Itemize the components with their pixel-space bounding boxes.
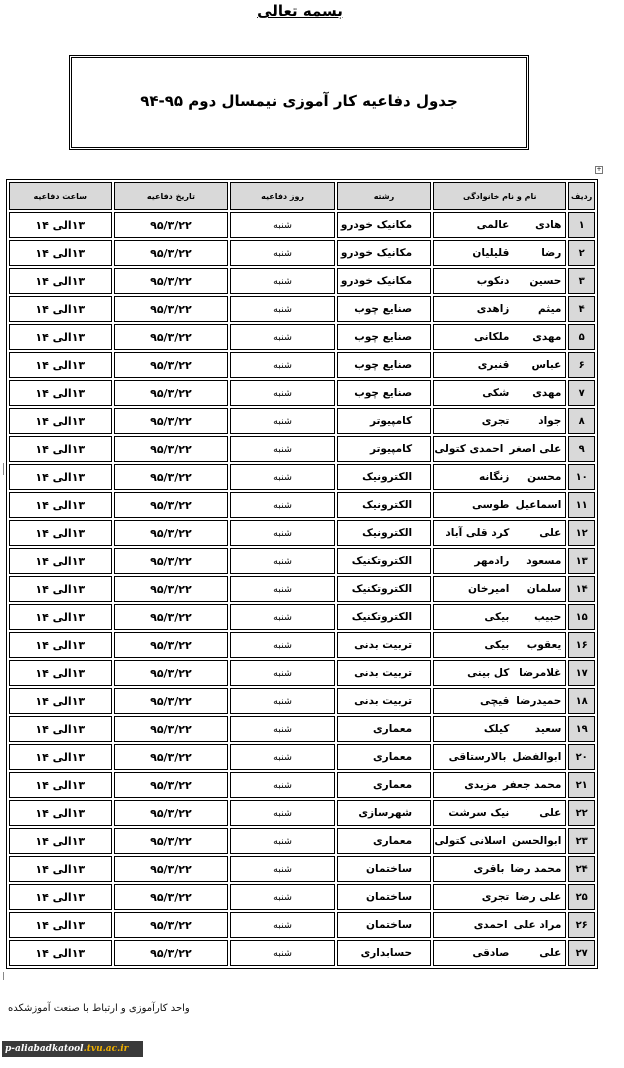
last-name: کل بینی xyxy=(467,667,510,679)
defense-date: ۹۵/۳/۲۲ xyxy=(114,492,229,518)
field-of-study: الکترونیک xyxy=(337,520,431,546)
defense-day: شنبه xyxy=(230,940,335,966)
last-name: مزیدی xyxy=(464,779,497,791)
last-name: نیک سرشت xyxy=(448,807,510,819)
defense-date: ۹۵/۳/۲۲ xyxy=(114,380,229,406)
defense-time: ۱۳الی ۱۴ xyxy=(9,352,112,378)
row-number: ۲۲ xyxy=(568,800,595,826)
student-name xyxy=(433,856,566,882)
student-name xyxy=(433,576,566,602)
student-name xyxy=(433,632,566,658)
defense-time: ۱۳الی ۱۴ xyxy=(9,296,112,322)
last-name: صادقی xyxy=(472,947,510,959)
first-name: محمد رضا xyxy=(510,863,562,875)
field-of-study: تربیت بدنی xyxy=(337,688,431,714)
last-name: احمدی xyxy=(473,919,508,931)
student-name xyxy=(433,828,566,854)
defense-day: شنبه xyxy=(230,436,335,462)
defense-time: ۱۳الی ۱۴ xyxy=(9,744,112,770)
first-name: جواد xyxy=(538,415,562,427)
first-name: سعید xyxy=(534,723,562,735)
row-number: ۱۵ xyxy=(568,604,595,630)
student-name xyxy=(433,436,566,462)
last-name: بیکی xyxy=(484,611,510,623)
defense-time: ۱۳الی ۱۴ xyxy=(9,380,112,406)
student-name xyxy=(433,604,566,630)
row-number: ۳ xyxy=(568,268,595,294)
field-of-study: معماری xyxy=(337,828,431,854)
student-name xyxy=(433,212,566,238)
defense-date: ۹۵/۳/۲۲ xyxy=(114,828,229,854)
table-row xyxy=(9,576,595,602)
defense-date: ۹۵/۳/۲۲ xyxy=(114,884,229,910)
student-name xyxy=(433,268,566,294)
defense-date: ۹۵/۳/۲۲ xyxy=(114,660,229,686)
last-name: قلیلیان xyxy=(472,247,510,259)
row-number: ۴ xyxy=(568,296,595,322)
column-header-name: نام و نام خانوادگی xyxy=(433,182,566,210)
table-row xyxy=(9,940,595,966)
first-name: علی xyxy=(539,947,562,959)
defense-day: شنبه xyxy=(230,604,335,630)
row-number: ۸ xyxy=(568,408,595,434)
table-row xyxy=(9,268,595,294)
defense-date: ۹۵/۳/۲۲ xyxy=(114,688,229,714)
field-of-study: شهرسازی xyxy=(337,800,431,826)
table-row xyxy=(9,548,595,574)
last-name: طوسی xyxy=(471,499,510,511)
first-name: حسین xyxy=(529,275,562,287)
last-name: شکی xyxy=(482,387,510,399)
first-name: حمیدرضا xyxy=(516,695,562,707)
row-number: ۲۱ xyxy=(568,772,595,798)
table-row xyxy=(9,436,595,462)
defense-day: شنبه xyxy=(230,492,335,518)
table-row xyxy=(9,240,595,266)
last-name: رادمهر xyxy=(474,555,510,567)
defense-time: ۱۳الی ۱۴ xyxy=(9,576,112,602)
url-accent: .tvu.ac.ir xyxy=(83,1044,129,1054)
defense-time: ۱۳الی ۱۴ xyxy=(9,856,112,882)
row-number: ۹ xyxy=(568,436,595,462)
first-name: عباس xyxy=(531,359,562,371)
student-name xyxy=(433,408,566,434)
student-name xyxy=(433,240,566,266)
table-row xyxy=(9,520,595,546)
defense-date: ۹۵/۳/۲۲ xyxy=(114,240,229,266)
last-name: اسلانی کتولی xyxy=(434,835,506,847)
table-header-row xyxy=(9,182,595,210)
last-name: کیلک xyxy=(483,723,510,735)
table-body xyxy=(9,212,595,966)
field-of-study: مکانیک خودرو xyxy=(337,212,431,238)
last-name: امیرخان xyxy=(467,583,510,595)
first-name: علی رضا xyxy=(515,891,562,903)
defense-date: ۹۵/۳/۲۲ xyxy=(114,352,229,378)
field-of-study: مکانیک خودرو xyxy=(337,240,431,266)
student-name xyxy=(433,716,566,742)
margin-mark xyxy=(3,972,8,980)
first-name: حبیب xyxy=(534,611,562,623)
site-url-badge[interactable] xyxy=(2,1041,143,1057)
defense-time: ۱۳الی ۱۴ xyxy=(9,548,112,574)
defense-day: شنبه xyxy=(230,212,335,238)
defense-day: شنبه xyxy=(230,380,335,406)
defense-day: شنبه xyxy=(230,744,335,770)
defense-time: ۱۳الی ۱۴ xyxy=(9,324,112,350)
field-of-study: صنایع چوب xyxy=(337,296,431,322)
table-row xyxy=(9,492,595,518)
defense-time: ۱۳الی ۱۴ xyxy=(9,884,112,910)
defense-date: ۹۵/۳/۲۲ xyxy=(114,464,229,490)
defense-time: ۱۳الی ۱۴ xyxy=(9,632,112,658)
student-name xyxy=(433,548,566,574)
first-name: علی اصغر xyxy=(509,443,562,455)
defense-date: ۹۵/۳/۲۲ xyxy=(114,436,229,462)
student-name xyxy=(433,884,566,910)
defense-date: ۹۵/۳/۲۲ xyxy=(114,408,229,434)
defense-day: شنبه xyxy=(230,688,335,714)
defense-day: شنبه xyxy=(230,856,335,882)
defense-time: ۱۳الی ۱۴ xyxy=(9,520,112,546)
row-number: ۱۴ xyxy=(568,576,595,602)
first-name: مهدی xyxy=(532,331,562,343)
table-row xyxy=(9,352,595,378)
page-heading: بسمه تعالی xyxy=(257,2,343,20)
table-row xyxy=(9,716,595,742)
student-name xyxy=(433,800,566,826)
url-main: p-aliabadkatool xyxy=(5,1044,84,1054)
last-name: کرد قلی آباد xyxy=(445,527,510,539)
defense-day: شنبه xyxy=(230,240,335,266)
row-number: ۱۰ xyxy=(568,464,595,490)
row-number: ۱۸ xyxy=(568,688,595,714)
first-name: یعقوب xyxy=(526,639,562,651)
defense-schedule-table xyxy=(6,179,598,969)
field-of-study: مکانیک خودرو xyxy=(337,268,431,294)
field-of-study: الکتروتکنیک xyxy=(337,576,431,602)
first-name: اسماعیل xyxy=(515,499,562,511)
defense-time: ۱۳الی ۱۴ xyxy=(9,492,112,518)
student-name xyxy=(433,380,566,406)
defense-time: ۱۳الی ۱۴ xyxy=(9,464,112,490)
table-row xyxy=(9,912,595,938)
row-number: ۲۴ xyxy=(568,856,595,882)
student-name xyxy=(433,744,566,770)
table-row xyxy=(9,828,595,854)
field-of-study: الکتروتکنیک xyxy=(337,548,431,574)
table-row xyxy=(9,296,595,322)
row-number: ۵ xyxy=(568,324,595,350)
defense-date: ۹۵/۳/۲۲ xyxy=(114,576,229,602)
row-number: ۶ xyxy=(568,352,595,378)
table-row xyxy=(9,688,595,714)
first-name: میثم xyxy=(538,303,562,315)
row-number: ۲۰ xyxy=(568,744,595,770)
table-row xyxy=(9,324,595,350)
table-row xyxy=(9,772,595,798)
row-number: ۱۱ xyxy=(568,492,595,518)
defense-date: ۹۵/۳/۲۲ xyxy=(114,912,229,938)
last-name: باقری xyxy=(473,863,505,875)
student-name xyxy=(433,520,566,546)
defense-day: شنبه xyxy=(230,576,335,602)
field-of-study: الکتروتکنیک xyxy=(337,604,431,630)
defense-time: ۱۳الی ۱۴ xyxy=(9,212,112,238)
first-name: غلامرضا xyxy=(519,667,562,679)
defense-day: شنبه xyxy=(230,912,335,938)
student-name xyxy=(433,660,566,686)
student-name xyxy=(433,352,566,378)
defense-date: ۹۵/۳/۲۲ xyxy=(114,268,229,294)
last-name: زاهدی xyxy=(476,303,510,315)
defense-time: ۱۳الی ۱۴ xyxy=(9,660,112,686)
field-of-study: تربیت بدنی xyxy=(337,660,431,686)
first-name: ابوالفضل xyxy=(512,751,562,763)
row-number: ۱۳ xyxy=(568,548,595,574)
column-header-day: روز دفاعیه xyxy=(230,182,335,210)
table-row xyxy=(9,408,595,434)
defense-day: شنبه xyxy=(230,352,335,378)
first-name: علی xyxy=(539,527,562,539)
defense-day: شنبه xyxy=(230,296,335,322)
defense-date: ۹۵/۳/۲۲ xyxy=(114,548,229,574)
defense-date: ۹۵/۳/۲۲ xyxy=(114,772,229,798)
defense-day: شنبه xyxy=(230,408,335,434)
first-name: مسعود xyxy=(526,555,562,567)
row-number: ۱ xyxy=(568,212,595,238)
last-name: بیکی xyxy=(484,639,510,651)
table-row xyxy=(9,884,595,910)
defense-date: ۹۵/۳/۲۲ xyxy=(114,800,229,826)
column-header-row-number: ردیف xyxy=(568,182,595,210)
row-number: ۱۶ xyxy=(568,632,595,658)
first-name: مراد علی xyxy=(513,919,562,931)
defense-date: ۹۵/۳/۲۲ xyxy=(114,212,229,238)
defense-time: ۱۳الی ۱۴ xyxy=(9,268,112,294)
field-of-study: حسابداری xyxy=(337,940,431,966)
defense-day: شنبه xyxy=(230,520,335,546)
column-header-field: رشته xyxy=(337,182,431,210)
last-name: قیچی xyxy=(480,695,510,707)
field-of-study: ساختمان xyxy=(337,912,431,938)
row-number: ۱۹ xyxy=(568,716,595,742)
defense-time: ۱۳الی ۱۴ xyxy=(9,240,112,266)
last-name: ملکانی xyxy=(473,331,510,343)
row-number: ۲۵ xyxy=(568,884,595,910)
defense-day: شنبه xyxy=(230,464,335,490)
defense-day: شنبه xyxy=(230,632,335,658)
last-name: بالارستاقی xyxy=(448,751,507,763)
defense-time: ۱۳الی ۱۴ xyxy=(9,716,112,742)
defense-date: ۹۵/۳/۲۲ xyxy=(114,296,229,322)
student-name xyxy=(433,688,566,714)
defense-day: شنبه xyxy=(230,828,335,854)
first-name: سلمان xyxy=(526,583,562,595)
column-header-date: تاریخ دفاعیه xyxy=(114,182,229,210)
defense-date: ۹۵/۳/۲۲ xyxy=(114,632,229,658)
defense-date: ۹۵/۳/۲۲ xyxy=(114,744,229,770)
student-name xyxy=(433,772,566,798)
title-box xyxy=(69,55,529,150)
student-name xyxy=(433,492,566,518)
defense-date: ۹۵/۳/۲۲ xyxy=(114,324,229,350)
defense-time: ۱۳الی ۱۴ xyxy=(9,604,112,630)
last-name: زنگانه xyxy=(479,471,510,483)
defense-time: ۱۳الی ۱۴ xyxy=(9,800,112,826)
field-of-study: ساختمان xyxy=(337,884,431,910)
field-of-study: کامپیوتر xyxy=(337,436,431,462)
student-name xyxy=(433,912,566,938)
field-of-study: صنایع چوب xyxy=(337,380,431,406)
first-name: محسن xyxy=(527,471,562,483)
defense-time: ۱۳الی ۱۴ xyxy=(9,828,112,854)
defense-day: شنبه xyxy=(230,884,335,910)
field-of-study: معماری xyxy=(337,744,431,770)
table-row xyxy=(9,632,595,658)
defense-time: ۱۳الی ۱۴ xyxy=(9,940,112,966)
defense-day: شنبه xyxy=(230,772,335,798)
student-name xyxy=(433,324,566,350)
table-row xyxy=(9,856,595,882)
field-of-study: صنایع چوب xyxy=(337,352,431,378)
first-name: مهدی xyxy=(532,387,562,399)
table-row xyxy=(9,744,595,770)
last-name: تجری xyxy=(481,415,510,427)
row-number: ۲۷ xyxy=(568,940,595,966)
field-of-study: الکترونیک xyxy=(337,492,431,518)
first-name: ابوالحسن xyxy=(511,835,562,847)
defense-date: ۹۵/۳/۲۲ xyxy=(114,520,229,546)
table-title: جدول دفاعیه کار آموزی نیمسال دوم ۹۵-۹۴ xyxy=(140,92,458,110)
student-name xyxy=(433,464,566,490)
table-row xyxy=(9,660,595,686)
first-name: محمد جعفر xyxy=(502,779,562,791)
field-of-study: ساختمان xyxy=(337,856,431,882)
defense-date: ۹۵/۳/۲۲ xyxy=(114,940,229,966)
student-name xyxy=(433,296,566,322)
defense-time: ۱۳الی ۱۴ xyxy=(9,688,112,714)
field-of-study: صنایع چوب xyxy=(337,324,431,350)
defense-day: شنبه xyxy=(230,660,335,686)
defense-day: شنبه xyxy=(230,548,335,574)
column-header-time: ساعت دفاعیه xyxy=(9,182,112,210)
row-number: ۲۳ xyxy=(568,828,595,854)
first-name: علی xyxy=(539,807,562,819)
table-row xyxy=(9,800,595,826)
row-number: ۷ xyxy=(568,380,595,406)
table-row xyxy=(9,464,595,490)
defense-time: ۱۳الی ۱۴ xyxy=(9,436,112,462)
defense-date: ۹۵/۳/۲۲ xyxy=(114,604,229,630)
defense-day: شنبه xyxy=(230,268,335,294)
first-name: رضا xyxy=(541,247,562,259)
row-number: ۲۶ xyxy=(568,912,595,938)
last-name: قنبری xyxy=(477,359,510,371)
last-name: احمدی کتولی xyxy=(434,443,504,455)
field-of-study: تربیت بدنی xyxy=(337,632,431,658)
row-number: ۱۲ xyxy=(568,520,595,546)
field-of-study: کامپیوتر xyxy=(337,408,431,434)
first-name: هادی xyxy=(535,219,562,231)
defense-day: شنبه xyxy=(230,800,335,826)
table-move-handle-icon[interactable]: + xyxy=(596,166,602,173)
row-number: ۱۷ xyxy=(568,660,595,686)
table-row xyxy=(9,380,595,406)
field-of-study: الکترونیک xyxy=(337,464,431,490)
defense-time: ۱۳الی ۱۴ xyxy=(9,912,112,938)
table-row xyxy=(9,604,595,630)
field-of-study: معماری xyxy=(337,716,431,742)
last-name: تجری xyxy=(481,891,510,903)
defense-day: شنبه xyxy=(230,716,335,742)
defense-date: ۹۵/۳/۲۲ xyxy=(114,856,229,882)
defense-time: ۱۳الی ۱۴ xyxy=(9,408,112,434)
defense-day: شنبه xyxy=(230,324,335,350)
field-of-study: معماری xyxy=(337,772,431,798)
student-name xyxy=(433,940,566,966)
row-number: ۲ xyxy=(568,240,595,266)
table-row xyxy=(9,212,595,238)
footer-note: واحد کارآموزی و ارتباط با صنعت آموزشکده xyxy=(8,1003,190,1014)
defense-date: ۹۵/۳/۲۲ xyxy=(114,716,229,742)
last-name: دنکوب xyxy=(476,275,510,287)
defense-time: ۱۳الی ۱۴ xyxy=(9,772,112,798)
last-name: عالمی xyxy=(476,219,510,231)
